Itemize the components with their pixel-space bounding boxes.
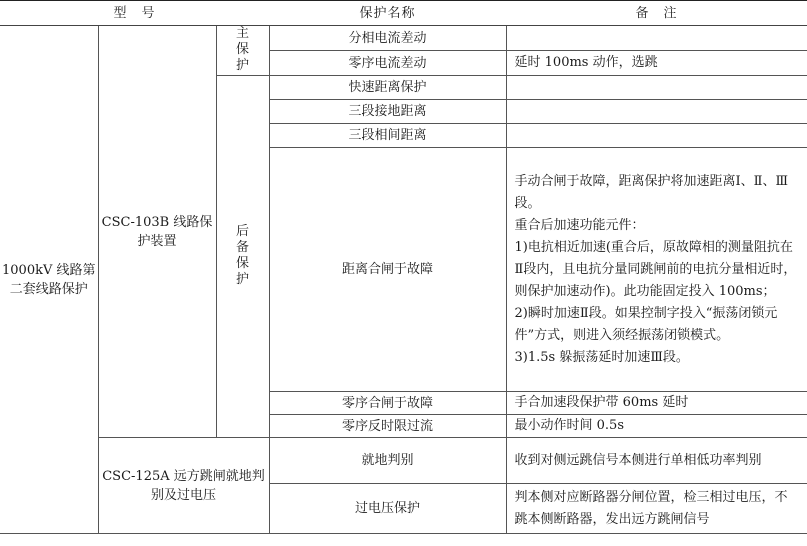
protection-name: 零序电流差动 [269,51,506,76]
main-label: 主保护 [235,26,249,73]
header-note: 备 注 [506,1,807,26]
note-line: 1)电抗相近加速(重合后，原故障相的测量阻抗在Ⅱ段内，且电抗分量同跳闸前的电抗分量相近时，则保护加速动作)。此功能固定投入 100ms； [514,239,797,299]
protection-note: 延时 100ms 动作，选跳 [506,51,807,76]
protection-name: 就地判别 [269,438,506,484]
backup-label: 后备保护 [235,224,249,287]
distance-close-note [506,148,807,392]
main-protection-cell [216,26,269,76]
protection-name: 零序合闸于故障 [269,392,506,415]
protection-name: 三段接地距离 [269,100,506,124]
note-line: 3)1.5s 躲振荡延时加速Ⅲ段。 [514,349,689,365]
device-group-cell: 1000kV 线路第二套线路保护 [0,26,98,534]
protection-note [506,26,807,51]
protection-name: 距离合闸于故障 [269,148,506,392]
device2-cell: CSC-125A 远方跳闸就地判别及过电压 [98,438,269,534]
table-row [0,438,807,484]
note-line: 手动合闸于故障，距离保护将加速距离Ⅰ、Ⅱ、Ⅲ段。 [514,173,789,211]
protection-name: 三段相间距离 [269,124,506,148]
protection-note [506,124,807,148]
protection-name: 快速距离保护 [269,76,506,100]
device1-cell: CSC-103B 线路保护装置 [98,26,216,438]
note-line: 重合后加速功能元件： [514,217,645,233]
protection-name: 过电压保护 [269,484,506,534]
header-model: 型 号 [0,1,269,26]
header-row [0,1,807,26]
header-name: 保护名称 [269,1,506,26]
protection-note [506,76,807,100]
protection-note: 最小动作时间 0.5s [506,415,807,438]
table-row [0,26,807,51]
protection-name: 零序反时限过流 [269,415,506,438]
protection-name: 分相电流差动 [269,26,506,51]
note-line: 2)瞬时加速Ⅱ段。如果控制字投入“振荡闭锁元件”方式，则进入须经振荡闭锁模式。 [514,305,778,343]
protection-note: 判本侧对应断路器分闸位置，检三相过电压，不跳本侧断路器，发出远方跳闸信号 [506,484,807,534]
protection-note [506,100,807,124]
protection-note: 手合加速段保护带 60ms 延时 [506,392,807,415]
backup-protection-cell [216,76,269,438]
protection-note: 收到对侧远跳信号本侧进行单相低功率判别 [506,438,807,484]
